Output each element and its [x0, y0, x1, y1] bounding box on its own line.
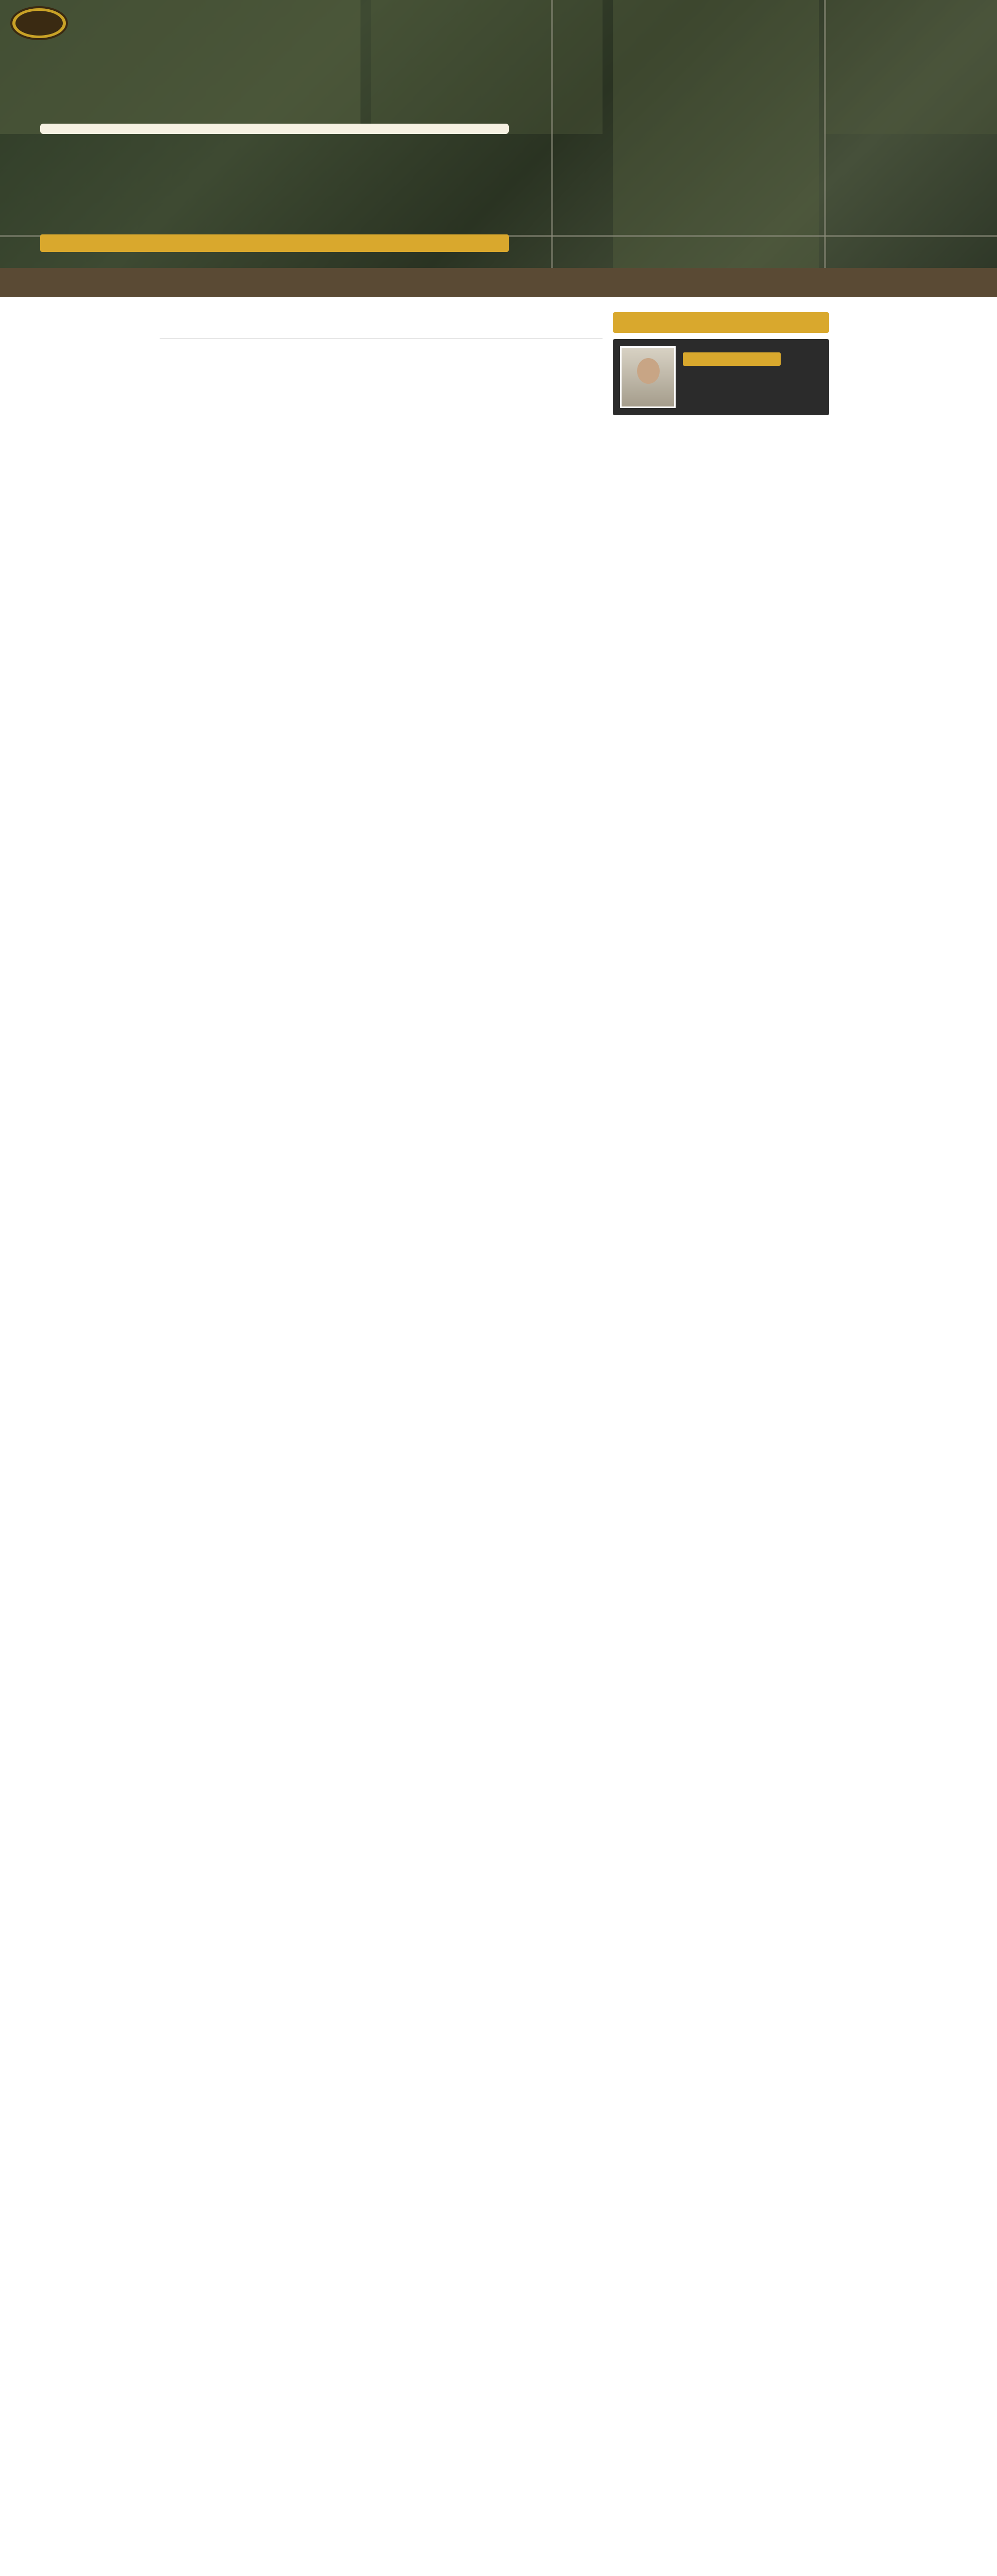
- specialist-avatar: [620, 346, 676, 408]
- main-content: [0, 297, 997, 2576]
- sidebar: [613, 312, 829, 431]
- auction-description: [160, 312, 603, 349]
- land-specialist-card: [613, 339, 829, 415]
- logo-text: [15, 11, 63, 36]
- media-action-bar: [0, 268, 997, 297]
- contact-me-button[interactable]: [683, 352, 781, 366]
- top-navigation: [0, 0, 997, 47]
- bid-now-button[interactable]: [40, 234, 509, 252]
- sidebar-bid-now-button[interactable]: [613, 312, 829, 333]
- company-logo[interactable]: [10, 6, 68, 40]
- auction-info-box: [40, 124, 509, 134]
